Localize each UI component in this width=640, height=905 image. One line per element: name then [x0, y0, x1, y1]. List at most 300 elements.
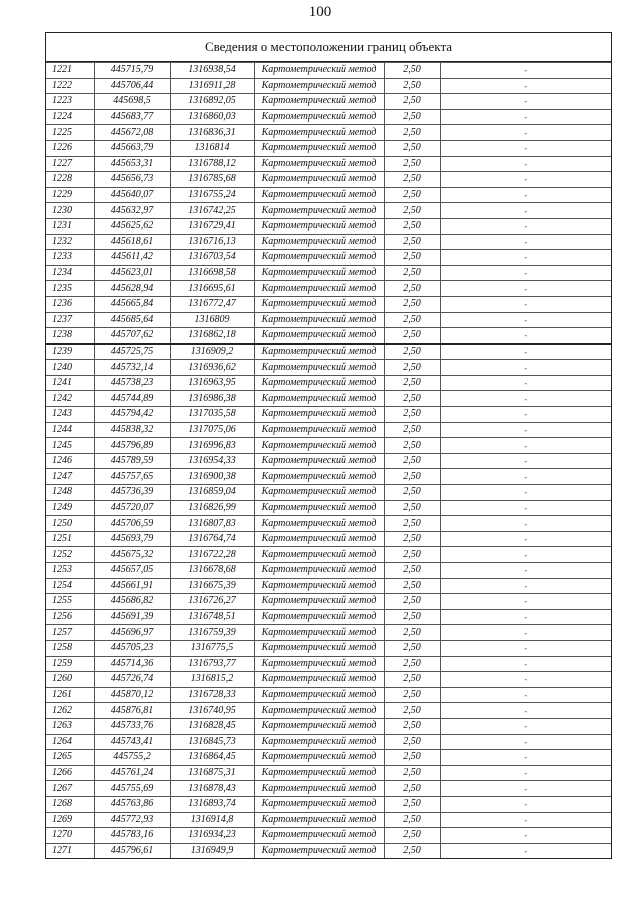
x-coordinate-cell: 445725,75 — [94, 344, 170, 360]
error-cell: 2,50 — [384, 140, 440, 156]
table-row — [46, 718, 611, 734]
point-number-cell: 1232 — [46, 234, 94, 250]
description-cell: - — [440, 63, 611, 79]
method-cell: Картометрический метод — [254, 422, 384, 438]
description-cell: - — [440, 453, 611, 469]
y-coordinate-cell: 1316996,83 — [170, 438, 254, 454]
table-row — [46, 609, 611, 625]
error-cell: 2,50 — [384, 703, 440, 719]
table-row — [46, 843, 611, 858]
point-number-cell: 1227 — [46, 156, 94, 172]
table-row — [46, 500, 611, 516]
y-coordinate-cell: 1316740,95 — [170, 703, 254, 719]
method-cell: Картометрический метод — [254, 843, 384, 858]
point-number-cell: 1225 — [46, 125, 94, 141]
y-coordinate-cell: 1316914,8 — [170, 812, 254, 828]
page-number: 100 — [308, 4, 332, 20]
point-number-cell: 1239 — [46, 344, 94, 360]
description-cell: - — [440, 407, 611, 423]
table-row — [46, 344, 611, 360]
error-cell: 2,50 — [384, 812, 440, 828]
error-cell: 2,50 — [384, 516, 440, 532]
point-number-cell: 1242 — [46, 391, 94, 407]
table-row — [46, 438, 611, 454]
error-cell: 2,50 — [384, 656, 440, 672]
x-coordinate-cell: 445661,91 — [94, 578, 170, 594]
table-row — [46, 187, 611, 203]
description-cell: - — [440, 843, 611, 858]
x-coordinate-cell: 445736,39 — [94, 485, 170, 501]
y-coordinate-cell: 1316755,24 — [170, 187, 254, 203]
description-cell: - — [440, 672, 611, 688]
method-cell: Картометрический метод — [254, 718, 384, 734]
x-coordinate-cell: 445726,74 — [94, 672, 170, 688]
x-coordinate-cell: 445743,41 — [94, 734, 170, 750]
table-row — [46, 516, 611, 532]
method-cell: Картометрический метод — [254, 609, 384, 625]
method-cell: Картометрический метод — [254, 391, 384, 407]
error-cell: 2,50 — [384, 547, 440, 563]
point-number-cell: 1246 — [46, 453, 94, 469]
point-number-cell: 1236 — [46, 296, 94, 312]
table-row — [46, 203, 611, 219]
x-coordinate-cell: 445761,24 — [94, 765, 170, 781]
y-coordinate-cell: 1316893,74 — [170, 796, 254, 812]
x-coordinate-cell: 445757,65 — [94, 469, 170, 485]
y-coordinate-cell: 1316963,95 — [170, 375, 254, 391]
description-cell: - — [440, 328, 611, 344]
method-cell: Картометрический метод — [254, 796, 384, 812]
x-coordinate-cell: 445618,61 — [94, 234, 170, 250]
method-cell: Картометрический метод — [254, 485, 384, 501]
method-cell: Картометрический метод — [254, 765, 384, 781]
x-coordinate-cell: 445755,69 — [94, 781, 170, 797]
point-number-cell: 1258 — [46, 640, 94, 656]
description-cell: - — [440, 344, 611, 360]
x-coordinate-cell: 445732,14 — [94, 360, 170, 376]
method-cell: Картометрический метод — [254, 563, 384, 579]
description-cell: - — [440, 796, 611, 812]
method-cell: Картометрический метод — [254, 140, 384, 156]
method-cell: Картометрический метод — [254, 656, 384, 672]
table-row — [46, 78, 611, 94]
x-coordinate-cell: 445686,82 — [94, 594, 170, 610]
point-number-cell: 1269 — [46, 812, 94, 828]
x-coordinate-cell: 445698,5 — [94, 94, 170, 110]
x-coordinate-cell: 445623,01 — [94, 265, 170, 281]
point-number-cell: 1224 — [46, 109, 94, 125]
table-row — [46, 422, 611, 438]
x-coordinate-cell: 445714,36 — [94, 656, 170, 672]
table-row — [46, 328, 611, 344]
y-coordinate-cell: 1316703,54 — [170, 250, 254, 266]
method-cell: Картометрический метод — [254, 469, 384, 485]
method-cell: Картометрический метод — [254, 734, 384, 750]
table-row — [46, 63, 611, 79]
method-cell: Картометрический метод — [254, 828, 384, 844]
description-cell: - — [440, 828, 611, 844]
table-row — [46, 125, 611, 141]
point-number-cell: 1260 — [46, 672, 94, 688]
x-coordinate-cell: 445720,07 — [94, 500, 170, 516]
error-cell: 2,50 — [384, 156, 440, 172]
point-number-cell: 1261 — [46, 687, 94, 703]
table-row — [46, 703, 611, 719]
error-cell: 2,50 — [384, 78, 440, 94]
method-cell: Картометрический метод — [254, 296, 384, 312]
x-coordinate-cell: 445625,62 — [94, 218, 170, 234]
method-cell: Картометрический метод — [254, 156, 384, 172]
method-cell: Картометрический метод — [254, 750, 384, 766]
error-cell: 2,50 — [384, 265, 440, 281]
x-coordinate-cell: 445632,97 — [94, 203, 170, 219]
error-cell: 2,50 — [384, 438, 440, 454]
y-coordinate-cell: 1316911,28 — [170, 78, 254, 94]
table-row — [46, 812, 611, 828]
x-coordinate-cell: 445706,44 — [94, 78, 170, 94]
table-row — [46, 469, 611, 485]
description-cell: - — [440, 656, 611, 672]
x-coordinate-cell: 445665,84 — [94, 296, 170, 312]
point-number-cell: 1229 — [46, 187, 94, 203]
y-coordinate-cell: 1316748,51 — [170, 609, 254, 625]
x-coordinate-cell: 445675,32 — [94, 547, 170, 563]
method-cell: Картометрический метод — [254, 172, 384, 188]
error-cell: 2,50 — [384, 344, 440, 360]
method-cell: Картометрический метод — [254, 781, 384, 797]
x-coordinate-cell: 445733,76 — [94, 718, 170, 734]
description-cell: - — [440, 625, 611, 641]
y-coordinate-cell: 1316892,05 — [170, 94, 254, 110]
table-row — [46, 531, 611, 547]
description-cell: - — [440, 281, 611, 297]
point-number-cell: 1262 — [46, 703, 94, 719]
method-cell: Картометрический метод — [254, 672, 384, 688]
y-coordinate-cell: 1316793,77 — [170, 656, 254, 672]
x-coordinate-cell: 445657,05 — [94, 563, 170, 579]
description-cell: - — [440, 547, 611, 563]
table-row — [46, 734, 611, 750]
table-row — [46, 218, 611, 234]
method-cell: Картометрический метод — [254, 625, 384, 641]
error-cell: 2,50 — [384, 109, 440, 125]
y-coordinate-cell: 1316936,62 — [170, 360, 254, 376]
error-cell: 2,50 — [384, 750, 440, 766]
method-cell: Картометрический метод — [254, 281, 384, 297]
method-cell: Картометрический метод — [254, 640, 384, 656]
error-cell: 2,50 — [384, 250, 440, 266]
description-cell: - — [440, 516, 611, 532]
description-cell: - — [440, 578, 611, 594]
coordinates-table — [45, 32, 612, 859]
x-coordinate-cell: 445715,79 — [94, 63, 170, 79]
table-row — [46, 594, 611, 610]
table-row — [46, 109, 611, 125]
table-row — [46, 796, 611, 812]
point-number-cell: 1270 — [46, 828, 94, 844]
method-cell: Картометрический метод — [254, 687, 384, 703]
x-coordinate-cell: 445685,64 — [94, 312, 170, 328]
table-row — [46, 265, 611, 281]
y-coordinate-cell: 1316900,38 — [170, 469, 254, 485]
table-row — [46, 563, 611, 579]
error-cell: 2,50 — [384, 578, 440, 594]
x-coordinate-cell: 445763,86 — [94, 796, 170, 812]
point-number-cell: 1248 — [46, 485, 94, 501]
description-cell: - — [440, 640, 611, 656]
method-cell: Картометрический метод — [254, 344, 384, 360]
method-cell: Картометрический метод — [254, 203, 384, 219]
table-row — [46, 656, 611, 672]
method-cell: Картометрический метод — [254, 500, 384, 516]
y-coordinate-cell: 1316828,45 — [170, 718, 254, 734]
y-coordinate-cell: 1316678,68 — [170, 563, 254, 579]
point-number-cell: 1228 — [46, 172, 94, 188]
point-number-cell: 1244 — [46, 422, 94, 438]
error-cell: 2,50 — [384, 375, 440, 391]
x-coordinate-cell: 445772,93 — [94, 812, 170, 828]
description-cell: - — [440, 687, 611, 703]
error-cell: 2,50 — [384, 781, 440, 797]
error-cell: 2,50 — [384, 796, 440, 812]
point-number-cell: 1243 — [46, 407, 94, 423]
description-cell: - — [440, 594, 611, 610]
description-cell: - — [440, 718, 611, 734]
point-number-cell: 1271 — [46, 843, 94, 858]
x-coordinate-cell: 445683,77 — [94, 109, 170, 125]
point-number-cell: 1223 — [46, 94, 94, 110]
method-cell: Картометрический метод — [254, 250, 384, 266]
y-coordinate-cell: 1316836,31 — [170, 125, 254, 141]
table-row — [46, 234, 611, 250]
description-cell: - — [440, 563, 611, 579]
error-cell: 2,50 — [384, 734, 440, 750]
point-number-cell: 1254 — [46, 578, 94, 594]
table-row — [46, 765, 611, 781]
x-coordinate-cell: 445789,59 — [94, 453, 170, 469]
table-row — [46, 94, 611, 110]
point-number-cell: 1249 — [46, 500, 94, 516]
method-cell: Картометрический метод — [254, 312, 384, 328]
description-cell: - — [440, 734, 611, 750]
y-coordinate-cell: 1316785,68 — [170, 172, 254, 188]
table-row — [46, 375, 611, 391]
error-cell: 2,50 — [384, 640, 440, 656]
error-cell: 2,50 — [384, 609, 440, 625]
error-cell: 2,50 — [384, 625, 440, 641]
description-cell: - — [440, 375, 611, 391]
y-coordinate-cell: 1316949,9 — [170, 843, 254, 858]
x-coordinate-cell: 445783,16 — [94, 828, 170, 844]
method-cell: Картометрический метод — [254, 547, 384, 563]
point-number-cell: 1252 — [46, 547, 94, 563]
method-cell: Картометрический метод — [254, 328, 384, 344]
point-number-cell: 1247 — [46, 469, 94, 485]
y-coordinate-cell: 1316875,31 — [170, 765, 254, 781]
description-cell: - — [440, 187, 611, 203]
x-coordinate-cell: 445693,79 — [94, 531, 170, 547]
x-coordinate-cell: 445706,59 — [94, 516, 170, 532]
error-cell: 2,50 — [384, 469, 440, 485]
x-coordinate-cell: 445653,31 — [94, 156, 170, 172]
x-coordinate-cell: 445796,89 — [94, 438, 170, 454]
description-cell: - — [440, 172, 611, 188]
method-cell: Картометрический метод — [254, 812, 384, 828]
point-number-cell: 1266 — [46, 765, 94, 781]
y-coordinate-cell: 1316764,74 — [170, 531, 254, 547]
error-cell: 2,50 — [384, 531, 440, 547]
error-cell: 2,50 — [384, 281, 440, 297]
error-cell: 2,50 — [384, 63, 440, 79]
point-number-cell: 1222 — [46, 78, 94, 94]
description-cell: - — [440, 609, 611, 625]
x-coordinate-cell: 445628,94 — [94, 281, 170, 297]
point-number-cell: 1253 — [46, 563, 94, 579]
table-row — [46, 672, 611, 688]
x-coordinate-cell: 445796,61 — [94, 843, 170, 858]
y-coordinate-cell: 1316698,58 — [170, 265, 254, 281]
point-number-cell: 1264 — [46, 734, 94, 750]
y-coordinate-cell: 1316814 — [170, 140, 254, 156]
y-coordinate-cell: 1316845,73 — [170, 734, 254, 750]
point-number-cell: 1241 — [46, 375, 94, 391]
y-coordinate-cell: 1316772,47 — [170, 296, 254, 312]
table-row — [46, 281, 611, 297]
table-row — [46, 625, 611, 641]
method-cell: Картометрический метод — [254, 109, 384, 125]
point-number-cell: 1256 — [46, 609, 94, 625]
error-cell: 2,50 — [384, 672, 440, 688]
table-row — [46, 640, 611, 656]
y-coordinate-cell: 1316826,99 — [170, 500, 254, 516]
table-row — [46, 485, 611, 501]
method-cell: Картометрический метод — [254, 234, 384, 250]
description-cell: - — [440, 812, 611, 828]
table-row — [46, 687, 611, 703]
method-cell: Картометрический метод — [254, 578, 384, 594]
method-cell: Картометрический метод — [254, 218, 384, 234]
error-cell: 2,50 — [384, 765, 440, 781]
error-cell: 2,50 — [384, 391, 440, 407]
method-cell: Картометрический метод — [254, 407, 384, 423]
y-coordinate-cell: 1317075,06 — [170, 422, 254, 438]
method-cell: Картометрический метод — [254, 63, 384, 79]
x-coordinate-cell: 445611,42 — [94, 250, 170, 266]
description-cell: - — [440, 438, 611, 454]
point-number-cell: 1255 — [46, 594, 94, 610]
method-cell: Картометрический метод — [254, 516, 384, 532]
y-coordinate-cell: 1316862,18 — [170, 328, 254, 344]
method-cell: Картометрический метод — [254, 438, 384, 454]
y-coordinate-cell: 1316859,04 — [170, 485, 254, 501]
error-cell: 2,50 — [384, 485, 440, 501]
point-number-cell: 1226 — [46, 140, 94, 156]
x-coordinate-cell: 445755,2 — [94, 750, 170, 766]
y-coordinate-cell: 1316807,83 — [170, 516, 254, 532]
description-cell: - — [440, 422, 611, 438]
point-number-cell: 1238 — [46, 328, 94, 344]
table-row — [46, 781, 611, 797]
y-coordinate-cell: 1316695,61 — [170, 281, 254, 297]
y-coordinate-cell: 1316788,12 — [170, 156, 254, 172]
description-cell: - — [440, 391, 611, 407]
table-title: Сведения о местоположении границ объекта — [46, 33, 611, 62]
point-number-cell: 1267 — [46, 781, 94, 797]
table-body — [46, 63, 611, 859]
y-coordinate-cell: 1316809 — [170, 312, 254, 328]
table-row — [46, 547, 611, 563]
point-number-cell: 1231 — [46, 218, 94, 234]
y-coordinate-cell: 1316878,43 — [170, 781, 254, 797]
table-row — [46, 140, 611, 156]
x-coordinate-cell: 445672,08 — [94, 125, 170, 141]
method-cell: Картометрический метод — [254, 78, 384, 94]
point-number-cell: 1221 — [46, 63, 94, 79]
y-coordinate-cell: 1316728,33 — [170, 687, 254, 703]
error-cell: 2,50 — [384, 328, 440, 344]
point-number-cell: 1259 — [46, 656, 94, 672]
table-row — [46, 750, 611, 766]
table-row — [46, 360, 611, 376]
description-cell: - — [440, 485, 611, 501]
table-row — [46, 250, 611, 266]
method-cell: Картометрический метод — [254, 531, 384, 547]
error-cell: 2,50 — [384, 563, 440, 579]
y-coordinate-cell: 1316726,27 — [170, 594, 254, 610]
y-coordinate-cell: 1316729,41 — [170, 218, 254, 234]
point-number-cell: 1263 — [46, 718, 94, 734]
description-cell: - — [440, 109, 611, 125]
x-coordinate-cell: 445696,97 — [94, 625, 170, 641]
error-cell: 2,50 — [384, 828, 440, 844]
description-cell: - — [440, 140, 611, 156]
x-coordinate-cell: 445794,42 — [94, 407, 170, 423]
point-number-cell: 1257 — [46, 625, 94, 641]
y-coordinate-cell: 1316722,28 — [170, 547, 254, 563]
coordinates-grid — [46, 62, 611, 858]
point-number-cell: 1250 — [46, 516, 94, 532]
y-coordinate-cell: 1316954,33 — [170, 453, 254, 469]
y-coordinate-cell: 1316934,23 — [170, 828, 254, 844]
error-cell: 2,50 — [384, 312, 440, 328]
method-cell: Картометрический метод — [254, 453, 384, 469]
x-coordinate-cell: 445876,81 — [94, 703, 170, 719]
error-cell: 2,50 — [384, 203, 440, 219]
table-row — [46, 578, 611, 594]
description-cell: - — [440, 265, 611, 281]
description-cell: - — [440, 750, 611, 766]
x-coordinate-cell: 445744,89 — [94, 391, 170, 407]
description-cell: - — [440, 765, 611, 781]
error-cell: 2,50 — [384, 500, 440, 516]
method-cell: Картометрический метод — [254, 375, 384, 391]
x-coordinate-cell: 445838,32 — [94, 422, 170, 438]
x-coordinate-cell: 445656,73 — [94, 172, 170, 188]
point-number-cell: 1251 — [46, 531, 94, 547]
y-coordinate-cell: 1316775,5 — [170, 640, 254, 656]
method-cell: Картометрический метод — [254, 265, 384, 281]
point-number-cell: 1265 — [46, 750, 94, 766]
y-coordinate-cell: 1316864,45 — [170, 750, 254, 766]
description-cell: - — [440, 156, 611, 172]
y-coordinate-cell: 1316675,39 — [170, 578, 254, 594]
y-coordinate-cell: 1316716,13 — [170, 234, 254, 250]
error-cell: 2,50 — [384, 453, 440, 469]
error-cell: 2,50 — [384, 296, 440, 312]
error-cell: 2,50 — [384, 718, 440, 734]
description-cell: - — [440, 234, 611, 250]
table-row — [46, 172, 611, 188]
